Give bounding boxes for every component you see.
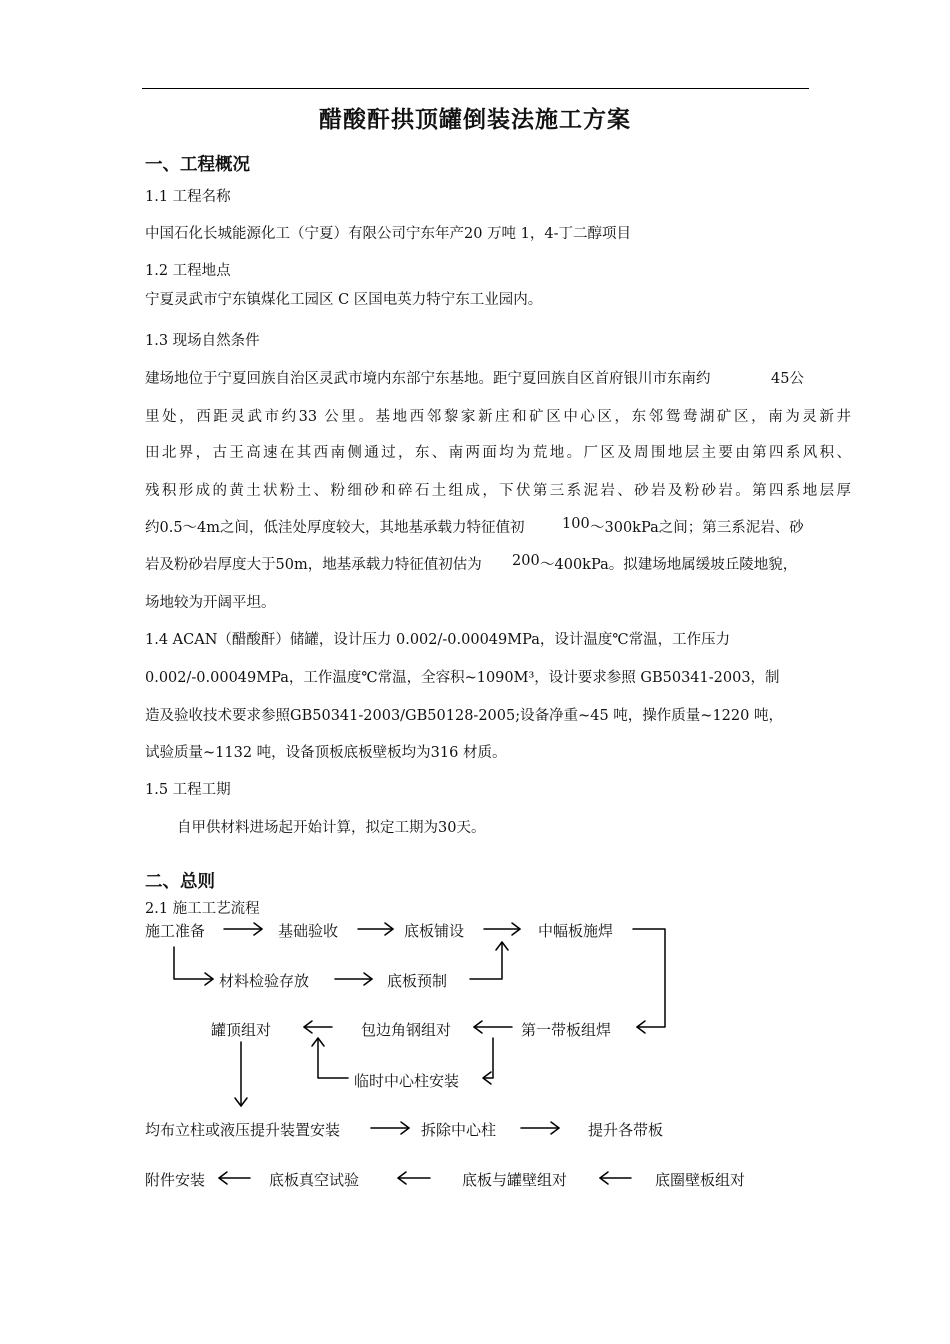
arrow-material-to-prefab bbox=[335, 973, 372, 985]
flow-node-accessories: 附件安装 bbox=[145, 1171, 206, 1189]
flow-node-lift-bands: 提升各带板 bbox=[588, 1121, 664, 1139]
flow-node-first-band: 第一带板组焊 bbox=[521, 1021, 612, 1039]
arrow-vacuum-to-accessories bbox=[219, 1172, 250, 1184]
site-conditions-line-4: 残积形成的黄土状粉土、粉细砂和碎石土组成，下伏第三系泥岩、砂岩及粉砂岩。第四系地层厚 bbox=[145, 483, 851, 499]
flow-node-temp-column: 临时中心柱安装 bbox=[354, 1072, 460, 1090]
section-heading-general: 二、总则 bbox=[145, 872, 215, 892]
arrow-first-band-to-temp-column bbox=[483, 1038, 493, 1084]
arrow-roof-to-lift-install bbox=[235, 1042, 247, 1106]
flow-node-lift-install: 均布立柱或液压提升装置安装 bbox=[145, 1121, 341, 1139]
subheading-2-1: 2.1 施工工艺流程 bbox=[145, 901, 260, 917]
arrow-angle-to-roof bbox=[304, 1021, 332, 1033]
flow-node-material: 材料检验存放 bbox=[219, 972, 310, 990]
arrow-bottom-lay-to-mid-weld bbox=[484, 923, 520, 935]
flow-node-vacuum: 底板真空试验 bbox=[269, 1171, 360, 1189]
flow-node-foundation: 基础验收 bbox=[278, 922, 339, 940]
subheading-1-5: 1.5 工程工期 bbox=[145, 782, 231, 798]
arrow-prep-to-foundation bbox=[224, 923, 262, 935]
section-heading-overview: 一、工程概况 bbox=[145, 155, 250, 175]
flow-node-remove-column: 拆除中心柱 bbox=[421, 1121, 497, 1139]
flow-node-prefab: 底板预制 bbox=[387, 972, 448, 990]
arrow-temp-column-to-angle bbox=[312, 1038, 348, 1078]
tank-spec-line-1: 1.4 ACAN（醋酸酐）储罐，设计压力 0.002/-0.00049MPa，设计温度℃常温，工作压力 bbox=[145, 632, 731, 648]
arrow-bottom-wall-to-vacuum bbox=[398, 1172, 430, 1184]
flow-node-bottom-lay: 底板铺设 bbox=[404, 922, 465, 940]
site-conditions-overlap-5: 100 bbox=[562, 516, 590, 532]
tank-spec-line-3: 造及验收技术要求参照GB50341-2003/GB50128-2005;设备净重~45 吨，操作质量~1220 吨， bbox=[145, 708, 783, 724]
arrow-ring-wall-to-bottom-wall bbox=[600, 1172, 631, 1184]
site-conditions-line-5-tail: ～300kPa之间；第三系泥岩、砂 bbox=[590, 520, 804, 536]
site-conditions-overlap-6: 200 bbox=[512, 553, 540, 569]
flow-node-prep: 施工准备 bbox=[145, 922, 206, 940]
flow-node-angle: 包边角钢组对 bbox=[361, 1021, 452, 1039]
site-conditions-overlap-1: 45公 bbox=[771, 371, 804, 387]
arrow-remove-column-to-lift-bands bbox=[521, 1122, 559, 1134]
project-location-text: 宁夏灵武市宁东镇煤化工园区 C 区国电英力特宁东工业园内。 bbox=[145, 292, 543, 308]
flow-node-ring-wall: 底圈壁板组对 bbox=[655, 1171, 746, 1189]
project-name-text: 中国石化长城能源化工（宁夏）有限公司宁东年产20 万吨 1，4-丁二醇项目 bbox=[145, 226, 632, 242]
arrow-mid-weld-to-first-band bbox=[633, 929, 665, 1033]
arrow-lift-install-to-remove-column bbox=[371, 1122, 409, 1134]
site-conditions-line-5: 约0.5～4m之间，低洼处厚度较大，其地基承载力特征值初 bbox=[145, 520, 525, 536]
arrow-prefab-up-to-bottom-lay bbox=[470, 942, 508, 979]
site-conditions-line-1: 建场地位于宁夏回族自治区灵武市境内东部宁东基地。距宁夏回族自区首府银川市东南约 bbox=[145, 371, 711, 387]
site-conditions-line-2: 里处，西距灵武市约33 公里。基地西邻黎家新庄和矿区中心区，东邻鸳鸯湖矿区，南为灵新井 bbox=[145, 409, 851, 425]
tank-spec-line-2: 0.002/-0.00049MPa，工作温度℃常温，全容积~1090M³，设计要求参照 GB50341-2003，制 bbox=[145, 670, 780, 686]
site-conditions-line-6-tail: ～400kPa。拟建场地属缓坡丘陵地貌， bbox=[540, 557, 798, 573]
site-conditions-line-7: 场地较为开阔平坦。 bbox=[145, 595, 276, 611]
arrow-prep-to-material bbox=[174, 947, 213, 985]
arrow-foundation-to-bottom-lay bbox=[358, 923, 393, 935]
subheading-1-2: 1.2 工程地点 bbox=[145, 263, 231, 279]
subheading-1-1: 1.1 工程名称 bbox=[145, 189, 231, 205]
tank-spec-line-4: 试验质量~1132 吨，设备顶板底板壁板均为316 材质。 bbox=[145, 745, 507, 761]
site-conditions-line-6: 岩及粉砂岩厚度大于50m，地基承载力特征值初估为 bbox=[145, 557, 482, 573]
site-conditions-line-3: 田北界，古王高速在其西南侧通过，东、南两面均为荒地。厂区及周围地层主要由第四系风积、 bbox=[145, 445, 851, 461]
flow-node-bottom-wall: 底板与罐壁组对 bbox=[462, 1171, 568, 1189]
flow-node-roof: 罐顶组对 bbox=[211, 1021, 272, 1039]
schedule-text: 自甲供材料进场起开始计算，拟定工期为30天。 bbox=[177, 820, 486, 836]
flow-node-mid-weld: 中幅板施焊 bbox=[538, 922, 614, 940]
arrow-first-band-to-angle bbox=[474, 1021, 512, 1033]
document-title: 醋酸酐拱顶罐倒装法施工方案 bbox=[319, 107, 631, 133]
subheading-1-3: 1.3 现场自然条件 bbox=[145, 333, 260, 349]
